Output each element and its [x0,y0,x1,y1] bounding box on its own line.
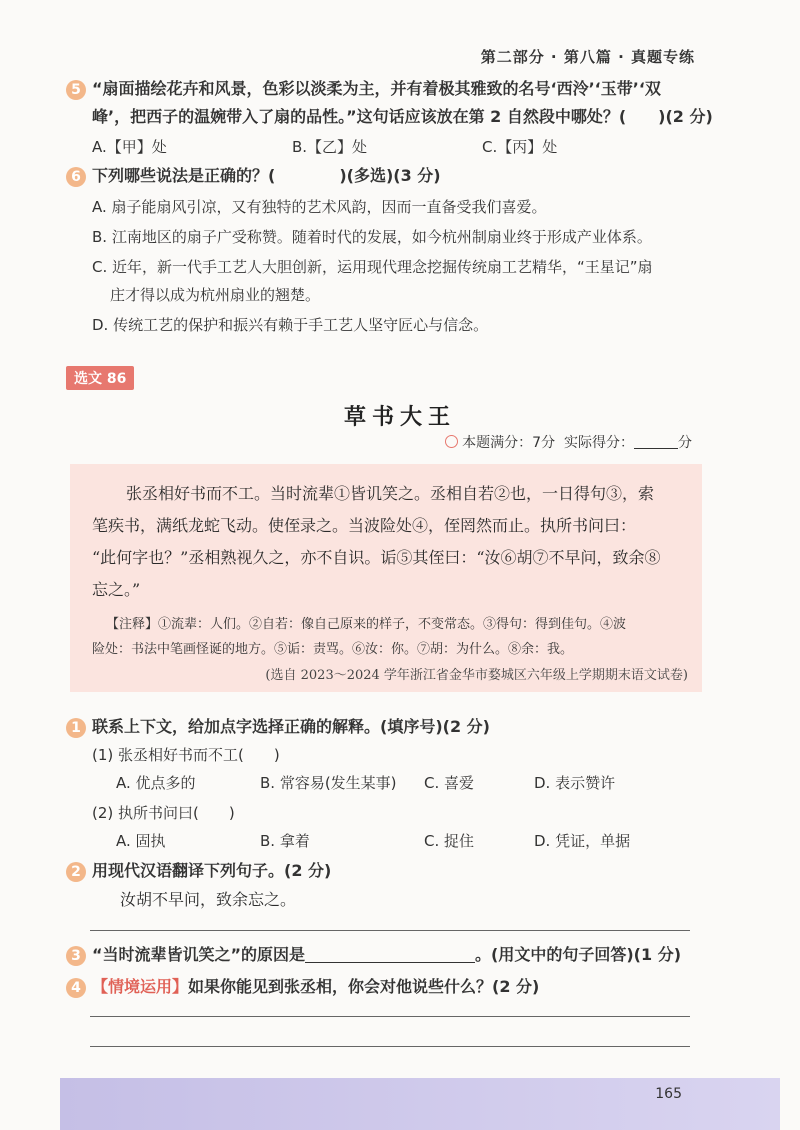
question-6-text: 下列哪些说法是正确的？( )(多选)(3 分) [92,166,441,185]
q6-option-b[interactable]: B. 江南地区的扇子广受称赞。随着时代的发展，如今杭州制扇业终于形成产业体系。 [92,228,652,246]
answer-line[interactable] [90,1046,690,1047]
running-header: 第二部分 · 第八篇 · 真题专练 [480,48,695,66]
score-line [445,432,692,452]
section-tag: 选文 86 [66,366,134,390]
passage-line-3: “此何字也？”丞相熟视久之，亦不自识。诟⑤其侄曰：“汝⑥胡⑦不早问，致余⑧ [92,548,661,567]
passage-title: 草书大王 [343,404,456,430]
question-number: 2 [66,862,86,882]
question-a4-text: 如果你能见到张丞相，你会对他说些什么？(2 分) [188,977,540,996]
question-a1-text: 联系上下文，给加点字选择正确的解释。(填序号)(2 分) [92,717,490,736]
question-a3-text-before: “当时流辈皆讥笑之”的原因是 [92,945,306,964]
question-number: 1 [66,718,86,738]
q5-option-a[interactable]: A.【甲】处 [92,138,167,156]
question-a3 [66,942,681,968]
passage-note-1: 【注释】①流辈：人们。②自若：像自己原来的样子，不变常态。③得句：得到佳句。④波 [106,617,627,632]
question-a2-text: 用现代汉语翻译下列句子。(2 分) [92,861,332,880]
clock-icon [445,435,458,448]
qa1-sub1: (1) 张丞相好书而不工( ) [92,746,280,764]
question-a2 [66,858,331,884]
question-5-text-line2: 峰’，把西子的温婉带入了扇的品性。”这句话应该放在第 2 自然段中哪处？( )(2 分) [92,107,713,126]
question-a3-text-after: 。(用文中的句子回答)(1 分) [475,945,682,964]
qa1-sub2: (2) 执所书问曰( ) [92,804,235,822]
passage-source: (选自 2023～2024 学年浙江省金华市婺城区六年级上学期期末语文试卷) [265,668,688,683]
qa1-sub2-option-c[interactable]: C. 捉住 [424,832,475,850]
qa1-sub1-option-a[interactable]: A. 优点多的 [116,774,196,792]
q5-option-b[interactable]: B.【乙】处 [292,138,368,156]
qa2-sentence: 汝胡不早问，致余忘之。 [120,890,297,909]
question-number: 5 [66,80,86,100]
full-score: 本题满分：7分 [462,435,556,451]
question-a1 [66,714,490,740]
question-5 [66,76,661,102]
qa3-answer-blank[interactable] [305,946,475,963]
passage-line-2: 笔疾书，满纸龙蛇飞动。使侄录之。当波险处④，侄罔然而止。执所书问曰： [92,516,637,535]
answer-line[interactable] [90,930,690,931]
qa1-sub2-option-b[interactable]: B. 拿着 [260,832,310,850]
question-number: 6 [66,167,86,187]
question-number: 3 [66,946,86,966]
q6-option-a[interactable]: A. 扇子能扇风引凉，又有独特的艺术风韵，因而一直备受我们喜爱。 [92,198,547,216]
question-number: 4 [66,978,86,998]
passage-line-1: 张丞相好书而不工。当时流辈①皆讥笑之。丞相自若②也，一日得句③，索 [126,484,655,503]
score-unit: 分 [678,435,692,451]
qa1-sub1-option-b[interactable]: B. 常容易(发生某事) [260,774,397,792]
q5-option-c[interactable]: C.【丙】处 [482,138,558,156]
question-6 [66,163,441,189]
passage-box [70,464,702,692]
q6-option-d[interactable]: D. 传统工艺的保护和振兴有赖于手工艺人坚守匠心与信念。 [92,316,489,334]
qa1-sub2-option-d[interactable]: D. 凭证，单据 [534,832,631,850]
passage-line-4: 忘之。” [92,580,141,599]
qa1-sub2-option-a[interactable]: A. 固执 [116,832,166,850]
answer-line[interactable] [90,1016,690,1017]
q6-option-c[interactable]: C. 近年，新一代手工艺人大胆创新，运用现代理念挖掘传统扇工艺精华，“王星记”扇 [92,258,653,276]
actual-score-label: 实际得分： [564,435,634,451]
question-5-text-line1: “扇面描绘花卉和风景，色彩以淡柔为主，并有着极其雅致的名号‘西泠’‘玉带’‘双 [92,79,661,98]
qa1-sub1-option-d[interactable]: D. 表示赞许 [534,774,616,792]
qa1-sub1-option-c[interactable]: C. 喜爱 [424,774,475,792]
q6-option-c-cont: 庄才得以成为杭州扇业的翘楚。 [110,286,321,304]
passage-note-2: 险处：书法中笔画怪诞的地方。⑤诟：责骂。⑥汝：你。⑦胡：为什么。⑧余：我。 [92,642,574,657]
actual-score-blank[interactable] [634,434,678,449]
question-a4 [66,974,539,1000]
page-number: 165 [655,1086,682,1102]
qa4-tag: 【情境运用】 [92,977,189,996]
